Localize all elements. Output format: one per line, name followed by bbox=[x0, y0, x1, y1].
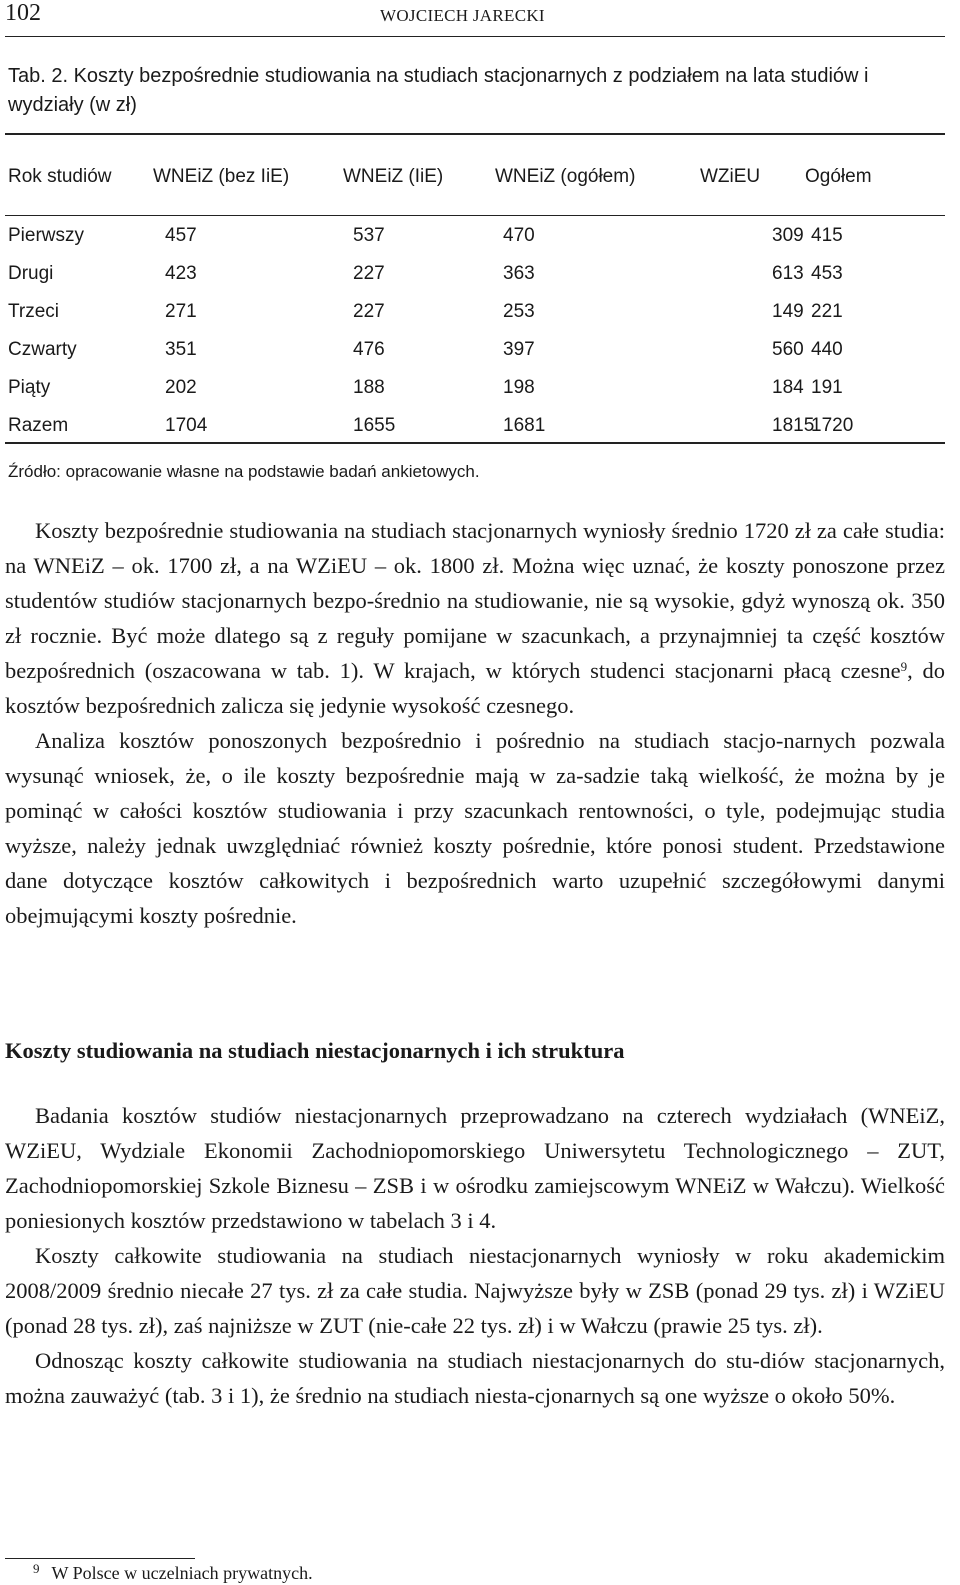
table-cell: 476 bbox=[353, 339, 385, 360]
paragraph-text: Koszty bezpośrednie studiowania na studiach stacjonarnych wyniosły średnio 1720 zł za całe studia: na WNEiZ – ok. 1700 zł, a na WZiEU – ok. 1800 zł. Można więc uznać, że koszty ponoszone przez studentów studiów stacjonarnych bezpo-średnio na studiowanie, nie są wysokie, gdyż wynoszą ok. 350 zł rocznie. Być może dlatego są z reguły pomijane w szacunkach, a przynajmniej ta część kosztów bezpośrednich (oszacowana w tab. 1). W krajach, w których studenci stacjonarni płacą czesne bbox=[5, 518, 945, 683]
column-header: Ogółem bbox=[805, 166, 872, 187]
table-top-rule bbox=[5, 133, 945, 135]
table-cell: 351 bbox=[165, 339, 197, 360]
table-row bbox=[8, 331, 938, 369]
table-cell: 613 bbox=[772, 263, 804, 284]
footnote-number: 9 bbox=[33, 1561, 40, 1576]
page-number: 102 bbox=[5, 0, 41, 26]
table-cell: 271 bbox=[165, 301, 197, 322]
table-cell: 253 bbox=[503, 301, 535, 322]
table-cell: 202 bbox=[165, 377, 197, 398]
table-body bbox=[8, 197, 938, 445]
row-label: Piąty bbox=[8, 377, 51, 398]
row-label: Pierwszy bbox=[8, 225, 85, 246]
table-row bbox=[8, 255, 938, 293]
row-label: Razem bbox=[8, 415, 69, 436]
column-header: WZiEU bbox=[700, 166, 761, 187]
table-cell: 184 bbox=[772, 377, 804, 398]
table-cell: 537 bbox=[353, 225, 385, 246]
table-cell: 363 bbox=[503, 263, 535, 284]
table-cell: 453 bbox=[811, 263, 843, 284]
footnote-ref: 9 bbox=[900, 659, 908, 674]
table-cell: 227 bbox=[353, 263, 385, 284]
table-header-row bbox=[8, 157, 938, 197]
header-rule bbox=[5, 36, 945, 37]
page-header bbox=[5, 0, 945, 36]
table-cell: 423 bbox=[165, 263, 197, 284]
table-cell: 440 bbox=[811, 339, 843, 360]
running-head: WOJCIECH JARECKI bbox=[380, 6, 545, 25]
row-label: Czwarty bbox=[8, 339, 77, 360]
column-header: WNEiZ (ogółem) bbox=[495, 166, 636, 187]
table-cell: 457 bbox=[165, 225, 197, 246]
table-cell: 1704 bbox=[165, 415, 208, 436]
table-source: Źródło: opracowanie własne na podstawie badań ankietowych. bbox=[8, 462, 480, 481]
paragraph: Odnosząc koszty całkowite studiowania na studiach niestacjonarnych do stu-diów stacjonarnych, można zauważyć (tab. 3 i 1), że średnio na studiach niesta-cjonarnych są one wyższe o około 50%. bbox=[5, 1348, 945, 1408]
table-cell: 470 bbox=[503, 225, 535, 246]
footnote-text: W Polsce w uczelniach prywatnych. bbox=[51, 1563, 313, 1583]
table-cell: 1681 bbox=[503, 415, 546, 436]
table-cell: 309 bbox=[772, 225, 804, 246]
paragraph bbox=[5, 513, 945, 723]
table-cell: 1815 bbox=[772, 415, 815, 436]
table-cell: 415 bbox=[811, 225, 843, 246]
table-row bbox=[8, 293, 938, 331]
table-caption: Tab. 2. Koszty bezpośrednie studiowania na studiach stacjonarnych z podziałem na lata studiów i wydziały (w zł) bbox=[8, 65, 869, 116]
table-cell: 221 bbox=[811, 301, 843, 322]
paragraph: Analiza kosztów ponoszonych bezpośrednio i pośrednio na studiach stacjo-narnych pozwala wysunąć wniosek, że, o ile koszty bezpośrednie mają w za-sadzie taką wielkość, że można by je pominąć w całości kosztów studiowania i przy szacunkach rentowności, o tyle, podejmując studia wyższe, należy jednak uwzględniać również koszty pośrednie, które ponosi student. Przedstawione dane dotyczące kosztów całkowitych i bezpośrednich warto uzupełnić szczegółowymi danymi obejmującymi koszty pośrednie. bbox=[5, 728, 945, 928]
table-cell: 1655 bbox=[353, 415, 396, 436]
footnote bbox=[5, 1563, 313, 1584]
row-label: Trzeci bbox=[8, 301, 60, 322]
table-cell: 149 bbox=[772, 301, 804, 322]
table-cell: 191 bbox=[811, 377, 843, 398]
table-row bbox=[8, 217, 938, 255]
row-label: Drugi bbox=[8, 263, 54, 284]
table-row bbox=[8, 369, 938, 407]
column-header: WNEiZ (bez IiE) bbox=[153, 166, 290, 187]
body-section-1 bbox=[5, 513, 945, 933]
paragraph: Badania kosztów studiów niestacjonarnych przeprowadzano na czterech wydziałach (WNEiZ, WZiEU, Wydziale Ekonomii Zachodniopomorskiego Uniwersytetu Technologicznego – ZUT, Zachodniopomorskiej Szkole Biznesu – ZSB i w ośrodku zamiejscowym WNEiZ w Wałczu). Wielkość poniesionych kosztów przedstawiono w tabelach 3 i 4. bbox=[5, 1103, 945, 1233]
cost-table bbox=[8, 157, 938, 445]
table-cell: 397 bbox=[503, 339, 535, 360]
table-cell: 198 bbox=[503, 377, 535, 398]
column-header: WNEiZ (IiE) bbox=[343, 166, 444, 187]
column-header: Rok studiów bbox=[8, 166, 112, 187]
footnote-rule bbox=[5, 1558, 195, 1559]
paragraph-text: , do kosztów bezpośrednich zalicza się jedynie wysokość czesnego. bbox=[5, 658, 946, 718]
table-row bbox=[8, 407, 938, 445]
table-cell: 188 bbox=[353, 377, 385, 398]
section-heading: Koszty studiowania na studiach niestacjonarnych i ich struktura bbox=[5, 1038, 625, 1063]
table-cell: 227 bbox=[353, 301, 385, 322]
body-section-2 bbox=[5, 1098, 945, 1413]
table-cell: 1720 bbox=[811, 415, 854, 436]
table-cell: 560 bbox=[772, 339, 804, 360]
paragraph: Koszty całkowite studiowania na studiach niestacjonarnych wyniosły w roku akademickim 2008/2009 średnio niecałe 27 tys. zł za całe studia. Najwyższe były w ZSB (ponad 29 tys. zł) i WZiEU (ponad 28 tys. zł), zaś najniższe w ZUT (nie-całe 22 tys. zł) i w Wałczu (prawie 25 tys. zł). bbox=[5, 1243, 945, 1338]
